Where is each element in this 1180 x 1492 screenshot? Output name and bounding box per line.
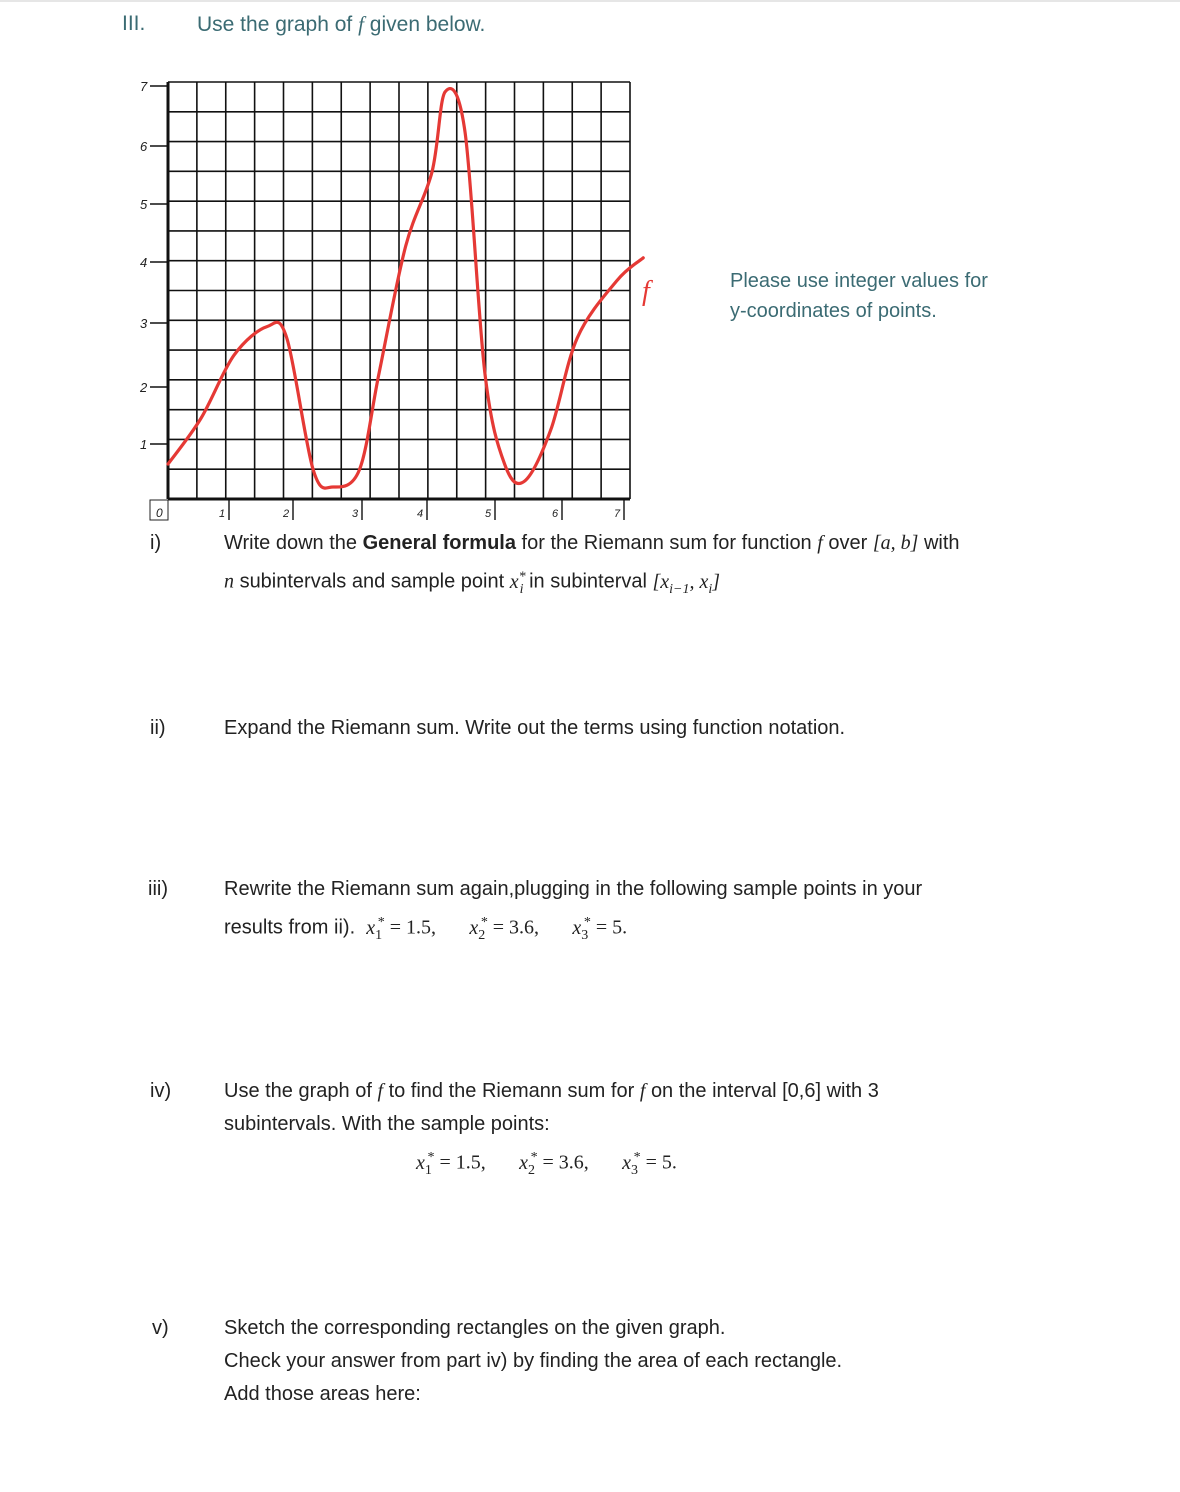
q3-text [224, 873, 1124, 952]
q4-text-a: Use the graph of [224, 1080, 372, 1102]
q1-sample-point: $x^*_i$ [509, 569, 526, 597]
section-numeral: III. [122, 12, 146, 35]
q4-line-1 [224, 1075, 1124, 1108]
q4-label: iv) [150, 1080, 172, 1102]
q4-sample-1: = 1.5, [439, 1151, 486, 1174]
q4-samples: $x_1^* = 1.5$, $x_2^* = 3.6$, $x_3^* = 5$. [416, 1150, 677, 1178]
q5-line-1: Sketch the corresponding rectangles on the given graph. [224, 1317, 726, 1339]
graph-x-ticks [219, 499, 624, 520]
section-title-suffix: given below. [369, 13, 486, 36]
y-tick-label: 0 [156, 506, 163, 520]
section-title-prefix: Use the graph of [197, 13, 353, 36]
q1-n: n [224, 570, 234, 593]
graph-curve-label: f [642, 276, 650, 307]
q5-line-3: Add those areas here: [224, 1383, 421, 1405]
x-tick-label: 7 [614, 508, 621, 520]
q4-line-2: subintervals. With the sample points: [224, 1113, 550, 1135]
x-tick-label: 5 [485, 508, 492, 520]
x-tick-label: 1 [219, 508, 226, 520]
q3-sample-1: = 1.5, [389, 916, 436, 939]
y-tick-label: 6 [140, 139, 148, 154]
graph [0, 0, 700, 540]
y-tick-label: 5 [140, 197, 148, 212]
graph-grid [168, 82, 630, 499]
y-tick-label: 1 [140, 437, 148, 452]
q1-text-a: Write down the [224, 532, 358, 554]
y-tick-label: 2 [140, 380, 148, 395]
q1-text-d: with [923, 532, 960, 554]
note-line-2: y-coordinates of points. [730, 300, 937, 322]
q4-fn: f [377, 1080, 383, 1102]
x-tick-label: 2 [283, 508, 290, 520]
q3-label: iii) [148, 878, 168, 900]
q1-text-e: subintervals and sample point [239, 570, 505, 593]
q4-text-b: to find the Riemann sum for [388, 1080, 635, 1102]
q1-line-1 [224, 527, 1124, 560]
q4-fn-2: f [639, 1080, 646, 1102]
q1-subinterval: [$x_{i-1}$, $x_i$] [652, 570, 721, 597]
q3-line-2: results from ii). $x_1^* = 1.5$, $x_2^* = 3.6$, $x_3^* = 5$. [224, 915, 628, 943]
q1-text-bold: General formula [362, 532, 516, 554]
q3-line-2-text: results from ii). [224, 916, 356, 939]
y-tick-label: 4 [140, 255, 148, 270]
note-line-1: Please use integer values for [730, 270, 988, 292]
q1-fn: f [817, 532, 823, 554]
q1-line-2 [224, 560, 1124, 606]
section-title-fn: f [358, 12, 364, 36]
q1-text [224, 527, 1124, 606]
q2-label: ii) [150, 717, 166, 739]
q2-text: Expand the Riemann sum. Write out the terms using function notation. [224, 717, 846, 739]
q4-sample-3: = 5. [645, 1151, 677, 1174]
q1-text-c: over [828, 532, 868, 554]
q3-sample-3: = 5. [595, 916, 628, 939]
q4-sample-2: = 3.6, [542, 1151, 589, 1174]
q5-line-2: Check your answer from part iv) by finding the area of each rectangle. [224, 1350, 843, 1372]
q5-label: v) [152, 1317, 169, 1339]
q1-text-f: in subinterval [529, 570, 647, 593]
q4-text [224, 1075, 1124, 1187]
q4-text-c: on the interval [0,6] with 3 [650, 1080, 879, 1102]
q1-label: i) [150, 532, 162, 554]
y-tick-label: 7 [140, 79, 148, 94]
q5-text [224, 1312, 1124, 1411]
q3-sample-2: = 3.6, [492, 916, 540, 939]
q1-text-b: for the Riemann sum for function [521, 532, 812, 554]
x-tick-label: 3 [352, 508, 359, 520]
note [730, 266, 988, 326]
x-tick-label: 4 [417, 508, 424, 520]
q3-line-1: Rewrite the Riemann sum again,plugging in the following sample points in your [224, 878, 923, 900]
x-tick-label: 6 [552, 508, 559, 520]
q1-interval: [a, b] [872, 532, 919, 554]
graph-y-ticks [139, 79, 168, 520]
y-tick-label: 3 [140, 316, 148, 331]
